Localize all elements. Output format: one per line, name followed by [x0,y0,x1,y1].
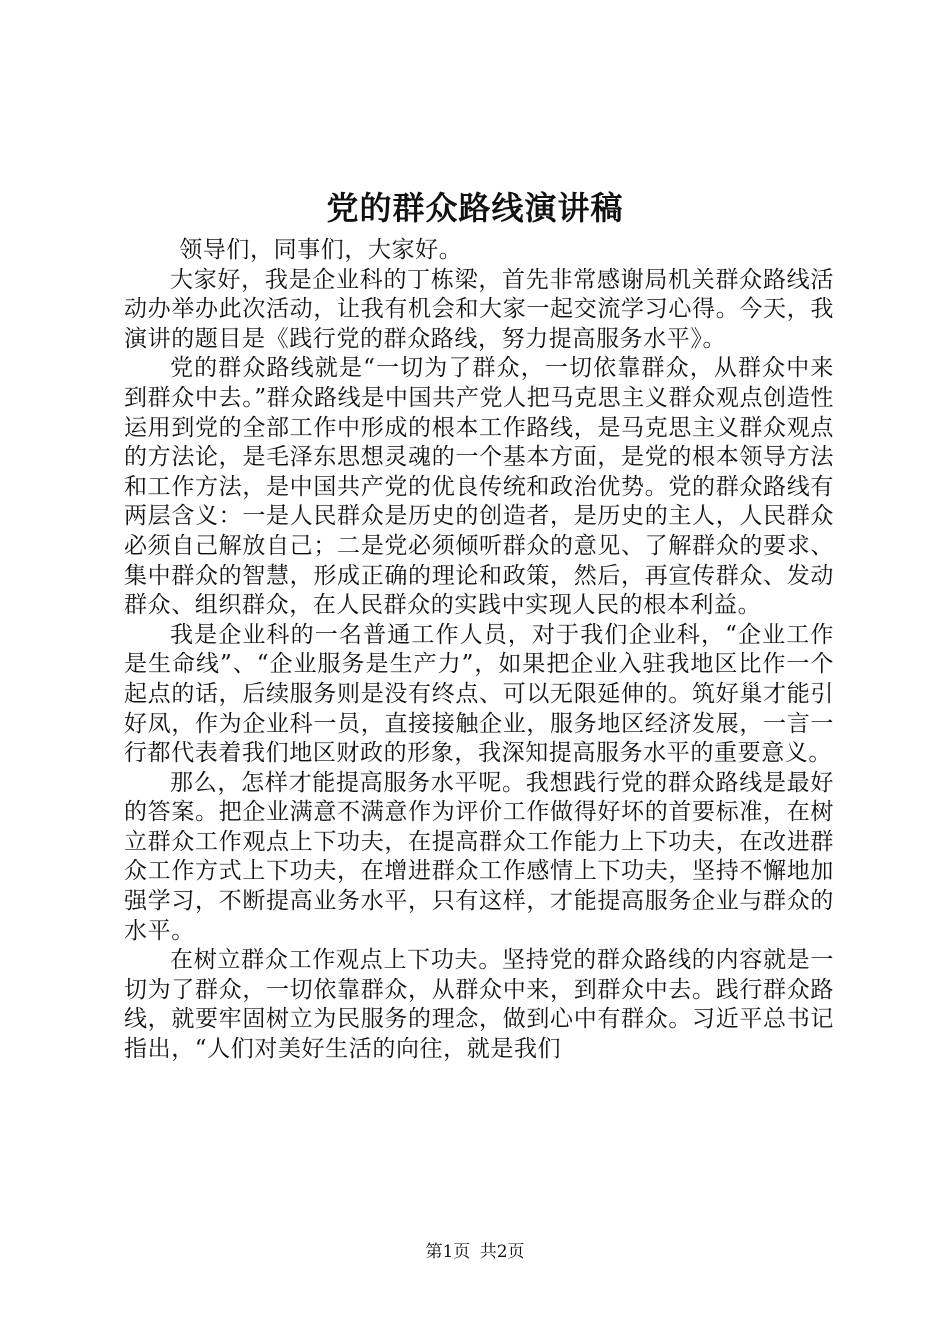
document-title: 党的群众路线演讲稿 [326,189,624,227]
page-number-total: 共2页 [479,1242,525,1262]
document-body [124,236,834,1065]
paragraph-enterprise-section: 我是企业科的一名普通工作人员，对于我们企业科，“企业工作是生命线”、“企业服务是生产力”，如果把企业入驻我地区比作一个起点的话，后续服务则是没有终点、可以无限延伸的。筑好巢才能引好凤，作为企业科一员，直接接触企业，服务地区经济发展，一言一行都代表着我们地区财政的形象，我深知提高服务水平的重要意义。 [124,621,834,767]
paragraph-improve-service: 那么，怎样才能提高服务水平呢。我想践行党的群众路线是最好的答案。把企业满意不满意作为评价工作做得好坏的首要标准，在树立群众工作观点上下功夫，在提高群众工作能力上下功夫，在改进群众工作方式上下功夫，在增进群众工作感情上下功夫，坚持不懈地加强学习，不断提高业务水平，只有这样，才能提高服务企业与群众的水平。 [124,769,834,944]
paragraph-mass-line-definition: 党的群众路线就是“一切为了群众，一切依靠群众，从群众中来到群众中去。”群众路线是中国共产党人把马克思主义群众观点创造性运用到党的全部工作中形成的根本工作路线，是马克思主义群众观点的方法论，是毛泽东思想灵魂的一个基本方面，是党的根本领导方法和工作方法，是中国共产党的优良传统和政治优势。党的群众路线有两层含义：一是人民群众是历史的创造者，是历史的主人，人民群众必须自己解放自己；二是党必须倾听群众的意见、了解群众的要求、集中群众的智慧，形成正确的理论和政策，然后，再宣传群众、发动群众、组织群众，在人民群众的实践中实现人民的根本利益。 [124,355,834,619]
paragraph-work-viewpoint: 在树立群众工作观点上下功夫。坚持党的群众路线的内容就是一切为了群众，一切依靠群众，从群众中来，到群众中去。践行群众路线，就要牢固树立为民服务的理念，做到心中有群众。习近平总书记指出，“人们对美好生活的向往，就是我们 [124,947,834,1063]
paragraph-greeting: 领导们，同事们，大家好。 [179,237,463,263]
page-footer [0,1240,950,1264]
paragraph-introduction: 大家好，我是企业科的丁栋梁，首先非常感谢局机关群众路线活动办举办此次活动，让我有机会和大家一起交流学习心得。今天，我演讲的题目是《践行党的群众路线，努力提高服务水平》。 [124,266,834,352]
page-number-current: 第1页 [425,1242,471,1262]
